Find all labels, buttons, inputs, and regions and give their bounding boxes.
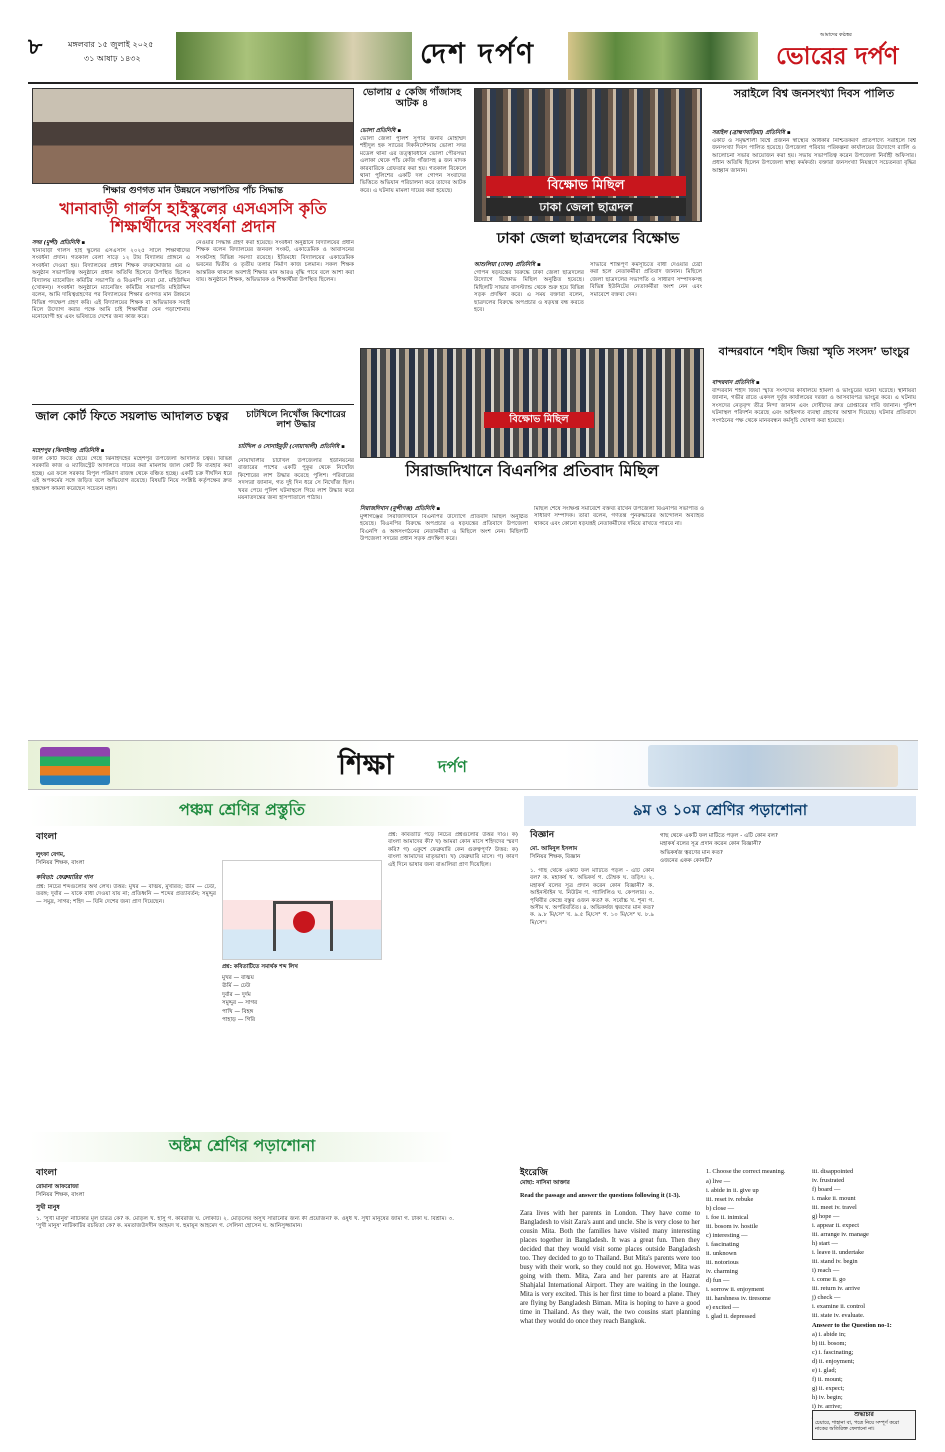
class8-q-title: 1. Choose the correct meaning.: [706, 1168, 786, 1175]
sun-icon: [293, 911, 315, 933]
list-item: h) start —: [812, 1239, 838, 1247]
list-item: iii. notorious: [706, 1258, 739, 1266]
class9-questions: [660, 832, 916, 1124]
list-item: iii. disappointed: [812, 1168, 854, 1175]
class8-passage: Zara lives with her parents in London. They have come to Bangladesh to visit Zara's aunt and uncle. She is very close to her cousin Mita. Both the families have visited many interesting places together in Bangladesh. It was a great fun. Then they decided that they would visit some places outside Bangladesh too. They decided to go to Thailand. But Mita's parents were too busy with their work, so they could not go. However, Mita was going with them. Mita, Zara and her parents are at Hazrat Shahjalal International Airport. They are waiting in the lounge. Mita is very excited. This is her first time to board a plane. They are flying by Bangladesh Biman. Mita is hoping to have a good time in Thailand. As they wait, the two cousins start planning what they would do once they reach Bangkok.: [520, 1210, 700, 1325]
masthead-rule: [28, 82, 918, 84]
story6-col2: মিছিল শেষে সংক্ষিপ্ত সমাবেশে বক্তব্য রাখেন উপজেলা বিএনপির সভাপতি ও সাধারণ সম্পাদক। তারা বলেন, গণতন্ত্র পুনরুদ্ধারের আন্দোলন অব্যাহত থাকবে এবং কোনো ষড়যন্ত্রই নেতাকর্মীদের দমিয়ে রাখতে পারবে না।: [534, 506, 704, 527]
class5-synonym-table: [222, 974, 382, 1024]
class5-figure: [222, 860, 382, 960]
list-item: i. fascinating: [706, 1240, 740, 1248]
education-books-icon: [40, 747, 110, 785]
class5-figure-caption: প্রশ্ন: কবিতাটিতে সমার্থক শব্দ লিখ: [222, 964, 298, 970]
brand-tag: আমাদের কণ্ঠস্বর: [820, 32, 852, 38]
section-title: দেশ দর্পণ: [420, 37, 536, 70]
list-item: a) i. abide in;: [812, 1331, 846, 1339]
class8-english-author: মোছা: নাসিমা আক্তার: [520, 1180, 570, 1186]
education-title-2: দর্পণ: [438, 757, 467, 776]
list-item: iii. arrange iv. manage: [812, 1230, 869, 1238]
story1-col1: খানাবাড়ী গার্লস হাই স্কুলের এসএসসি ২০২৫ সালে শিক্ষার্থীদের সংবর্ধনা প্রদান। গতকাল বেলা সাড়ে ১২ টায় বিদ্যালয় প্রাঙ্গনে এ সংবর্ধনা দেওয়া হয়। বিদ্যালয়ের প্রধান শিক্ষক বদরুদ্দোজার এর এ অনুষ্ঠান সভাপতিত্ব অনুষ্ঠানে প্রধান অতিথি হিসেবে উপস্থিত ছিলেন বিদ্যালয় ম্যানেজিং কমিটির সভাপতি ও বিএনপি নেতা মো. মহিউদ্দিন (খোকন)। সংবর্ধনা অনুষ্ঠানে ম্যানেজিং কমিটির সভাপতি মহিউদ্দিন বলেন, আমি দায়িত্বগ্রহণের পর বিদ্যালয়ের শিক্ষার গুণগত মান উন্নয়নে বিভিন্ন পদক্ষেপ গ্রহণ করি। এই বিদ্যালয়ের শিক্ষক বা অভিভাবক সবাই মিলে উদ্যোগ করার পক্ষে আমি চাই শিক্ষার্থীরা যেন পড়াশোনায় মনোযোগী হয় এবং ভবিষ্যতে দেশের জন্য কাজ করে।: [32, 248, 190, 321]
story2-byline: ভোলা প্রতিনিধি ▪: [360, 128, 402, 134]
story6-photo: [360, 348, 704, 458]
list-item: g) hope —: [812, 1212, 840, 1220]
story5-body: বান্দরবান শহীদ জিয়া স্মৃতি সংসদের কার্যালয়ে হামলা ও ভাংচুরের ঘটনা ঘটেছে। স্থানীয়রা জানান, গভীর রাতে একদল দুর্বৃত্ত কার্যালয়ের দরজা ও আসবাবপত্র ভাংচুর করে। এ ঘটনায় সংসদের নেতৃবৃন্দ তীব্র নিন্দা জানান এবং দোষীদের দ্রুত গ্রেপ্তারের দাবি জানান। পুলিশ ঘটনাস্থল পরিদর্শন করেছে এবং আইনগত ব্যবস্থা গ্রহণের আশ্বাস দিয়েছে। ঘটনার প্রতিবাদে সংগঠনের পক্ষ থেকে মানববন্ধন কর্মসূচি ঘোষণা করা হয়েছে।: [712, 388, 916, 424]
class8-q-list-2: [812, 1168, 916, 1421]
list-item: ওজনের একক কোনটি?: [660, 858, 713, 865]
class8-subject: বাংলা: [36, 1168, 57, 1178]
story4-body: একটি ও সমৃদ্ধশালী বিশ্বে প্রজনন স্বাস্থ্যের অধিকার নিশ্চিতকরণ প্রতিপাদ্যে সরাইলে বিশ্ব জনসংখ্যা দিবস পালিত হয়েছে। উপজেলা পরিবার পরিকল্পনা কার্যালয়ের উদ্যোগে র‍্যালি ও আলোচনা সভার আয়োজন করা হয়। সভায় সভাপতিত্ব করেন উপজেলা নির্বাহী অফিসার। প্রধান অতিথি ছিলেন উপজেলা স্বাস্থ্য কর্মকর্তা। বক্তারা জনসংখ্যা নিয়ন্ত্রণে সচেতনতা বৃদ্ধির আহ্বান জানান।: [712, 138, 916, 174]
story6-byline: সিরাজদিখান (মুন্সীগঞ্জ) প্রতিনিধি ▪: [360, 506, 441, 512]
class9-title: ৯ম ও ১০ম শ্রেণির পড়াশোনা: [632, 801, 808, 819]
list-item: i. sorrow ii. enjoyment: [706, 1285, 765, 1293]
list-item: iii. return iv. arrive: [812, 1284, 861, 1292]
table-row: দুর্বার — দুর্দম: [222, 991, 251, 998]
list-item: f) ii. mount;: [812, 1376, 843, 1384]
list-item: i. examine ii. control: [812, 1302, 866, 1310]
story5-byline: বান্দরবান প্রতিনিধি ▪: [712, 380, 760, 386]
class5-poem-title: কবিতা: ফেব্রুয়ারির গান: [36, 874, 93, 881]
correction-box: [812, 1410, 916, 1440]
story8-headline: চাটখিলে নিখোঁজ কিশোরের লাশ উদ্ধার: [246, 410, 346, 431]
class8-story-title: সুখী মানুষ: [36, 1204, 60, 1211]
list-item: iv. frustrated: [812, 1176, 845, 1184]
divider-1: [32, 404, 354, 405]
story1-col2: নেওয়ার সিদ্ধান্ত গ্রহণ করা হয়েছে। সংবর্ধনা অনুষ্ঠানে বিদ্যালয়ের প্রধান শিক্ষক বলেন বিদ্যালয়ের জনবল সংকট, একাডেমিক ও আবাসনের সংকটসহ বিভিন্ন সমস্যা রয়েছে। ইতিমধ্যে বিদ্যালয়ের একাডেমিক ভবনের দ্বিতীয় ও তৃতীয় তলার নির্মাণ কাজ চলমান। সকল শিক্ষক আন্তরিক থাকলে অবশ্যই শিক্ষার মান আরও বৃদ্ধি পাবে বলে আশা করা যায়। অনুষ্ঠানে শিক্ষক, অভিভাবক ও শিক্ষার্থীরা উপস্থিত ছিলেন।: [196, 240, 354, 283]
story5-headline: বান্দরবানে ‘শহীদ জিয়া স্মৃতি সংসদ’ ভাংচুর: [718, 345, 910, 358]
class9-author: মো. আমিনুল ইসলাম: [530, 846, 578, 852]
list-item: i. come ii. go: [812, 1275, 846, 1283]
list-item: ii. unknown: [706, 1249, 737, 1257]
list-item: i. abide in ii. give up: [706, 1186, 759, 1194]
class9-subject: বিজ্ঞান: [530, 830, 555, 840]
story4-byline: সরাইল (ব্রাহ্মণবাড়িয়া) প্রতিনিধি ▪: [712, 130, 791, 136]
class5-title: পঞ্চম শ্রেণির প্রস্তুতি: [178, 800, 306, 819]
table-row: সমুদ্দুর — সাগর: [222, 1000, 258, 1007]
story3-col1: গোপন ষড়যন্ত্রের বিরুদ্ধে ঢাকা জেলা ছাত্রদলের উদ্যোগে বিক্ষোভ মিছিল অনুষ্ঠিত হয়েছে। মিছিলটি সাভার বাসস্ট্যান্ড থেকে শুরু হয়ে বিভিন্ন সড়ক প্রদক্ষিণ করে। এ সময় বক্তারা বলেন, ছাত্রদলের বিরুদ্ধে অপপ্রচার ও ষড়যন্ত্র বন্ধ করতে হবে।: [474, 270, 584, 313]
list-item: j) check —: [812, 1293, 841, 1301]
list-item: f) board —: [812, 1185, 841, 1193]
list-item: i. glad ii. depressed: [706, 1312, 756, 1320]
education-banner: [28, 740, 918, 790]
list-item: c) i. fascinating;: [812, 1349, 854, 1357]
list-item: i. make ii. mount: [812, 1194, 856, 1202]
class8-body: ১. 'সুখী মানুষ' নাটিকার মূল চরিত্র কে? ক. মোড়ল খ. হাসু গ. কবিরাজ ঘ. লোকটি। ২. মোড়লের অসুখ সারানোর জন্য কী প্রয়োজন? ক. ওষুধ খ. সুখী মানুষের জামা গ. টাকা ঘ. বিশ্রাম। ৩. 'সুখী মানুষ' নাটিকাটির রচয়িতা কে? ক. মমতাজউদদীন আহমদ খ. হুমায়ূন আহমেদ গ. সেলিনা হোসেন ঘ. আনিসুজ্জামান।: [36, 1216, 454, 1230]
class5-col3: প্রশ্ন: কবিতাটি পড়ে নিচের প্রশ্নগুলোর উত্তর দাও। ক) বাংলা আমাদের কী? খ) আমরা কোন মাসে শহিদদের স্মরণ করি? গ) একুশে ফেব্রুয়ারি কেন গুরুত্বপূর্ণ? উত্তর: ক) বাংলা আমাদের মাতৃভাষা। খ) ফেব্রুয়ারি মাসে। গ) কারণ এই দিনে ভাষার জন্য বাঙালিরা প্রাণ দিয়েছিল।: [388, 832, 518, 868]
list-item: a) live —: [706, 1178, 731, 1185]
class8-q-list: [706, 1178, 806, 1322]
date-line-2: ৩১ আষাঢ় ১৪৩২: [84, 54, 141, 63]
story1-caption: শিক্ষার গুণগত মান উন্নয়নে সভাপতির পাঁচ সিদ্ধান্ত: [102, 186, 284, 196]
masthead: [28, 32, 918, 80]
masthead-photo-strip-left: [176, 32, 412, 80]
story7-headline: জাল কোর্ট ফিতে সয়লাভ আদালত চত্বর: [35, 409, 229, 423]
story3-headline: ঢাকা জেলা ছাত্রদলের বিক্ষোভ: [496, 229, 680, 247]
story3-col2: সাভারে শান্তিপূর্ণ কর্মসূচিতে বাধা দেওয়ার চেষ্টা করা হলে নেতাকর্মীরা প্রতিবাদ জানান। মিছিলে জেলা ছাত্রদলের সভাপতি ও সাধারণ সম্পাদকসহ বিভিন্ন ইউনিটের নেতাকর্মীরা অংশ নেন এবং সমাবেশে বক্তব্য দেন।: [590, 262, 702, 298]
story2-body: ভোলা জেলা পুলিশ সুপার জনাব মোহাম্মদ শহীদুল হক স্যারের দিকনির্দেশনায় ভোলা সদর মডেল থানা এর তত্ত্বাবধানে ভোলা পৌরসভা এলাকা থেকে পাঁচ কেজি গাঁজাসহ ৪ জন মাদক কারবারিকে গ্রেফতার করা হয়। গতকাল বিকেলে থানা পুলিশের একটি দল গোপন সংবাদের ভিত্তিতে অভিযান পরিচালনা করে তাদের আটক করে। এ ঘটনায় মামলা দায়ের করা হয়েছে।: [360, 136, 466, 194]
list-item: গাছ থেকে একটি ফল মাটিতে পড়ল - এটি কোন বল?: [660, 833, 778, 839]
class8-title: অষ্টম শ্রেণির পড়াশোনা: [168, 1136, 316, 1155]
education-title: শিক্ষা: [338, 748, 394, 781]
class8-english-instruction: Read the passage and answer the questions following it (1-3).: [520, 1192, 681, 1199]
class5-title-bar: [30, 796, 454, 826]
list-item: i. appear ii. expect: [812, 1221, 860, 1229]
table-row: পাখি — বিহঙ্গ: [222, 1008, 254, 1015]
story3-byline: আশুলিয়া (ঢাকা) প্রতিনিধি ▪: [474, 262, 541, 268]
list-item: b) iii. bosom;: [812, 1340, 847, 1348]
list-item: i. foe ii. inimical: [706, 1213, 749, 1221]
table-row: পাহাড় — গিরি: [222, 1016, 256, 1023]
story7-byline: মহেশপুর (ঝিনাইদহ) প্রতিনিধি ▪: [32, 448, 105, 454]
story8-byline: চাটখিল ও সোনাইমুড়ী (নোয়াখালী) প্রতিনিধি ▪: [238, 444, 345, 450]
list-item: iii. reset iv. rebuke: [706, 1195, 754, 1203]
class8-author-title: সিনিয়র শিক্ষক, বাংলা: [36, 1192, 85, 1198]
class5-subject: বাংলা: [36, 832, 57, 842]
story6-col1: মুন্সীগঞ্জের সিরাজদিখানে বিএনপির উদ্যোগে প্রতিবাদ মিছিল অনুষ্ঠিত হয়েছে। বিএনপির বিরুদ্ধে অপপ্রচার ও ষড়যন্ত্রের প্রতিবাদে উপজেলা বিএনপি ও অঙ্গসংগঠনের নেতাকর্মীরা এ মিছিলে অংশ নেন। মিছিলটি উপজেলা সদরের প্রধান সড়ক প্রদক্ষিণ করে।: [360, 514, 528, 543]
answer-title: Answer to the Question no-1:: [812, 1322, 892, 1330]
class8-author: রোমানা আফরোজা: [36, 1184, 79, 1190]
story3-banner-1: বিক্ষোভ মিছিল: [486, 176, 686, 196]
class5-author: লুৎফা বেগম,: [36, 852, 66, 858]
list-item: অভিকর্ষজ ত্বরণের মান কত?: [660, 849, 723, 856]
class9-author-title: সিনিয়র শিক্ষক, বিজ্ঞান: [530, 854, 581, 860]
list-item: e) i. glad;: [812, 1367, 837, 1375]
table-row: মুখর — বাঙ্ময়: [222, 975, 254, 981]
list-item: i) iv. arrive;: [812, 1403, 842, 1411]
class8-title-bar: [30, 1132, 454, 1162]
list-item: h) iv. begin;: [812, 1394, 843, 1402]
list-item: iii. meet iv. travel: [812, 1203, 857, 1211]
date-line-1: মঙ্গলবার ১৫ জুলাই ২০২৫: [68, 40, 154, 49]
story7-body: জাল কোর্ট ফিতে ছেয়ে গেছে ঝিনাইদহের মহেশপুর উপজেলা আদালত চত্বর। বিভিন্ন সরকারি কাজ ও ম্যাজিস্ট্রেট আদালতে দায়ের করা মামলায় জাল কোর্ট ফি ব্যবহার করা হচ্ছে। এর ফলে সরকার বিপুল পরিমাণ রাজস্ব থেকে বঞ্চিত হচ্ছে। একটি চক্র দীর্ঘদিন ধরে এই অপকর্মের সঙ্গে জড়িত বলে অভিযোগ রয়েছে। বিষয়টি নিয়ে সংশ্লিষ্ট কর্তৃপক্ষের দ্রুত হস্তক্ষেপ কামনা করেছেন সচেতন মহল।: [32, 456, 232, 492]
list-item: মহাকর্ষ বলের সূত্র প্রদান করেন কোন বিজ্ঞানী?: [660, 841, 762, 848]
story1-byline: সদর (মুন্সী) প্রতিনিধি ▪: [32, 240, 86, 246]
list-item: iii. harshness iv. tiresome: [706, 1294, 771, 1302]
correction-text: চেয়ারে, শাহানা বা, পত্রে নিয়ে সম্পূর্ণ করো নাকের অতিরিক্ত ফেলানো না।: [815, 1419, 900, 1432]
story1-photo: [32, 88, 354, 184]
masthead-photo-strip-right: [568, 32, 758, 80]
class5-body: প্রশ্ন: নিচের শব্দগুলোর অর্থ লেখ। উত্তর: মুখর — বাঙ্ময়, মুখরিত; ঊর্মি — ঢেউ, তরঙ্গ; দুর্বার — যাকে বাধা দেওয়া যায় না; প্রতিধ্বনি — শব্দের প্রত্যাবর্তন; সমুদ্দুর — সমুদ্র, সাগর; শহিদ — যিনি দেশের জন্য প্রাণ দিয়েছেন।: [36, 884, 216, 905]
list-item: i) reach —: [812, 1266, 840, 1274]
list-item: d) ii. enjoyment;: [812, 1358, 855, 1366]
story3-banner-2: ঢাকা জেলা ছাত্রদল: [486, 198, 686, 216]
story6-banner: বিক্ষোভ মিছিল: [484, 412, 594, 428]
story6-headline: সিরাজদিখানে বিএনপির প্রতিবাদ মিছিল: [405, 461, 659, 480]
list-item: iv. charming: [706, 1267, 738, 1275]
story4-headline: সরাইলে বিশ্ব জনসংখ্যা দিবস পালিত: [733, 87, 895, 100]
list-item: iii. stand iv. begin: [812, 1257, 858, 1265]
page-number: ৮: [28, 35, 43, 60]
class9-title-bar: [524, 796, 916, 826]
list-item: i. leave ii. undertake: [812, 1248, 864, 1256]
class5-author-title: সিনিয়র শিক্ষক, বাংলা: [36, 860, 85, 866]
list-item: iii. state iv. evaluate.: [812, 1311, 865, 1319]
correction-title: শুদ্ধাচার: [854, 1411, 874, 1418]
list-item: c) interesting —: [706, 1231, 748, 1239]
list-item: iii. bosom iv. hostile: [706, 1222, 758, 1230]
education-students-image: [648, 745, 898, 787]
list-item: d) fun —: [706, 1276, 730, 1284]
table-row: ঊর্মি — ঢেউ: [222, 983, 251, 990]
list-item: g) ii. expect;: [812, 1385, 845, 1393]
class9-body: ১. গাছ থেকে একটি ফল মাটিতে পড়ল - এটি কোন বল? ক. মহাকর্ষ খ. অভিকর্ষ গ. চৌম্বক ঘ. তড়িৎ। ২. মহাকর্ষ বলের সূত্র প্রদান করেন কোন বিজ্ঞানী? ক. আইনস্টাইন খ. নিউটন গ. গ্যালিলিও ঘ. কেপলার। ৩. পৃথিবীর কেন্দ্রে বস্তুর ওজন কত? ক. সর্বোচ্চ খ. শূন্য গ. অসীম ঘ. অপরিবর্তিত। ৪. অভিকর্ষজ ত্বরণের মান কত? ক. ৯.৮ মি/সে² খ. ৯.৫ মি/সে² গ. ১০ মি/সে² ঘ. ৮.৯ মি/সে²।: [530, 868, 654, 926]
story2-headline: ভোলায় ৫ কেজি গাঁজাসহ আটক ৪: [362, 87, 462, 109]
story1-headline: খানাবাড়ী গার্লস হাইস্কুলের এসএসসি কৃতি শিক্ষার্থীদের সংবর্ধনা প্রদান: [59, 199, 327, 237]
story8-body: নোয়াখালীর চাটখিল উপজেলার ইউনিয়নের বাজারের পাশের একটি পুকুর থেকে নিখোঁজ কিশোরের লাশ উদ্ধার করেছে পুলিশ। পরিবারের সদস্যরা জানান, গত দুই দিন ধরে সে নিখোঁজ ছিল। খবর পেয়ে পুলিশ ঘটনাস্থলে গিয়ে লাশ উদ্ধার করে ময়নাতদন্তের জন্য হাসপাতালে পাঠায়।: [238, 458, 354, 501]
list-item: b) close —: [706, 1204, 735, 1212]
brand-logo: ভোরের দর্পণ: [776, 42, 899, 70]
class8-english-subject: ইংরেজি: [520, 1168, 548, 1178]
list-item: e) excited —: [706, 1303, 740, 1311]
